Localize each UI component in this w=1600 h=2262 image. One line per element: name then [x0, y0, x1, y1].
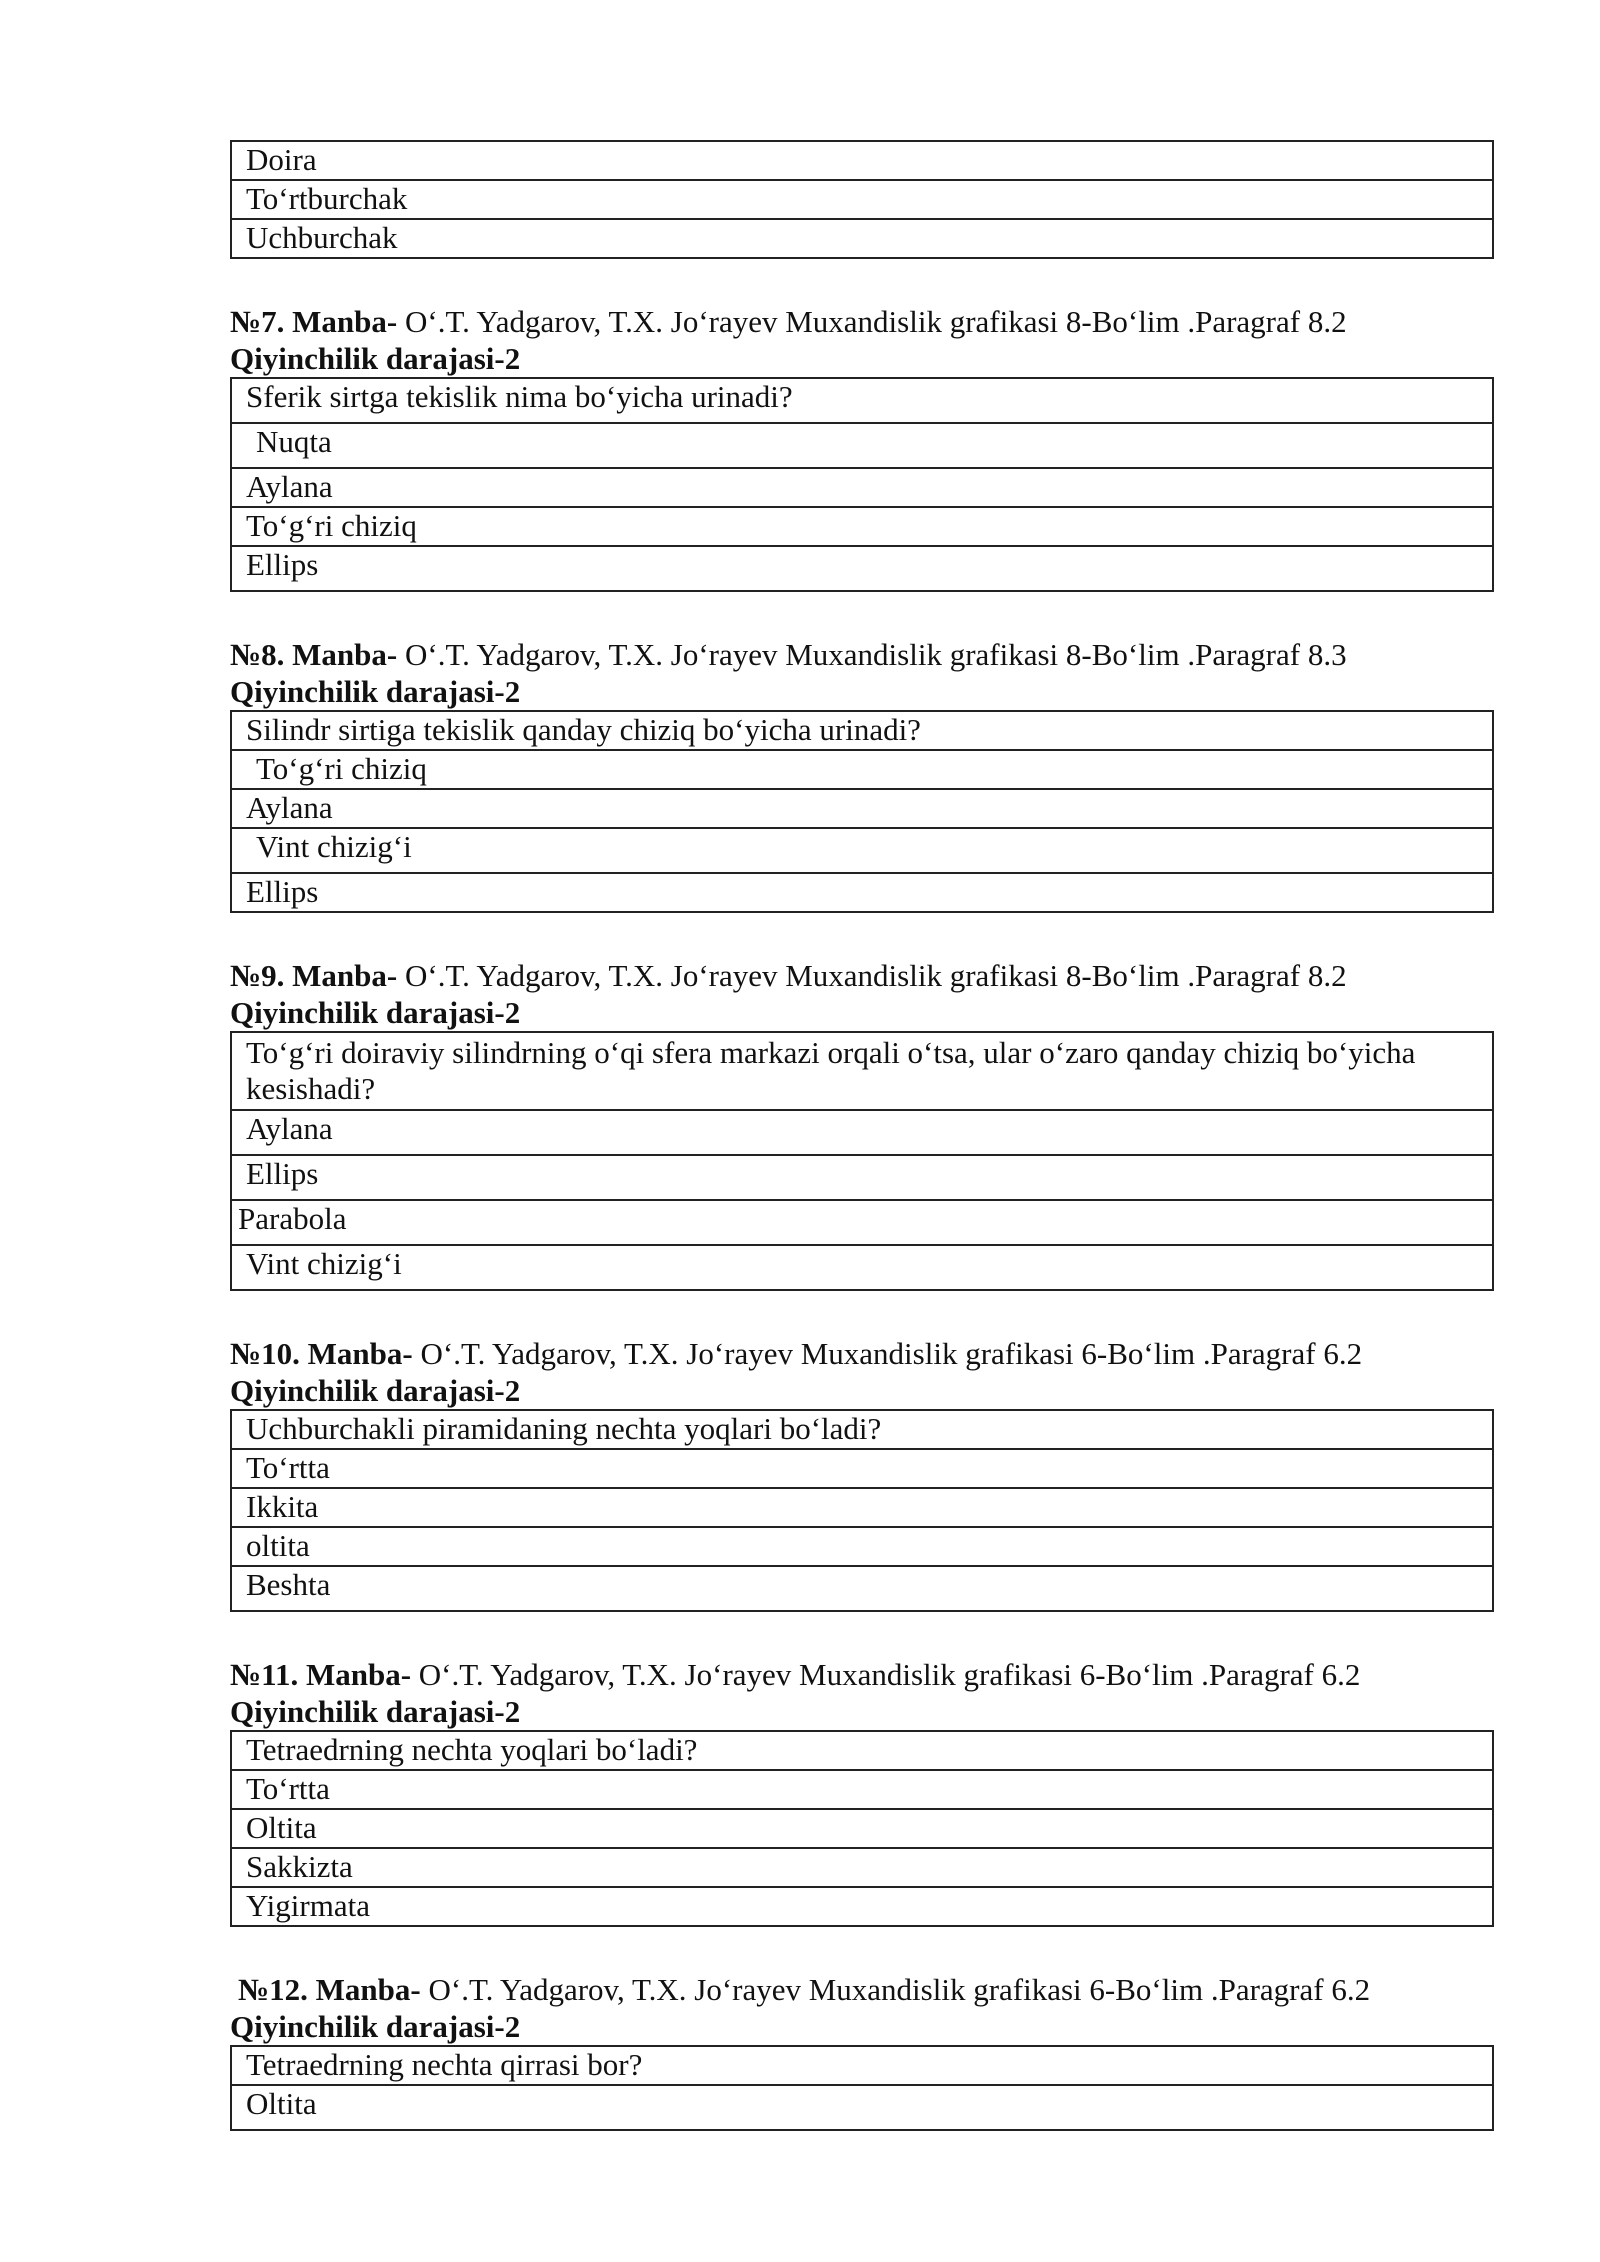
answer-option: Parabola: [231, 1200, 1493, 1245]
question-block-7: [230, 303, 1494, 592]
answer-option: oltita: [231, 1527, 1493, 1566]
question-table: [230, 1409, 1494, 1612]
source-label: Manba-: [307, 1336, 413, 1371]
answer-option: Beshta: [231, 1566, 1493, 1611]
question-number: №7.: [230, 304, 285, 339]
question-number: №12.: [238, 1972, 308, 2007]
question-header: [230, 957, 1494, 995]
question-block-10: [230, 1335, 1494, 1612]
answer-option: Sakkizta: [231, 1848, 1493, 1887]
question-table: [230, 710, 1494, 913]
question-table: [230, 1031, 1494, 1291]
answer-option: Ellips: [231, 546, 1493, 591]
question-block-11: [230, 1656, 1494, 1927]
answer-option: Yigirmata: [231, 1887, 1493, 1926]
answer-table-continued: [230, 140, 1494, 259]
answer-option: Vint chizig‘i: [231, 1245, 1493, 1290]
answer-option: Ellips: [231, 1155, 1493, 1200]
question-number: №8.: [230, 637, 285, 672]
question-text: Tetraedrning nechta qirrasi bor?: [231, 2046, 1493, 2085]
question-number: №11.: [230, 1657, 299, 1692]
answer-option: Aylana: [231, 468, 1493, 507]
source-text: O‘.T. Yadgarov, T.X. Jo‘rayev Muxandislik grafikasi 6-Bo‘lim .Paragraf 6.2: [411, 1657, 1361, 1692]
answer-option: Vint chizig‘i: [231, 828, 1493, 873]
difficulty-level: Qiyinchilik darajasi-2: [230, 341, 521, 376]
source-label: Manba-: [292, 304, 398, 339]
answer-option: Ellips: [231, 873, 1493, 912]
question-block-8: [230, 636, 1494, 913]
question-text: Silindr sirtiga tekislik qanday chiziq bo‘yicha urinadi?: [231, 711, 1493, 750]
question-table: [230, 377, 1494, 592]
question-header: [230, 1335, 1494, 1373]
question-header: [230, 1971, 1494, 2009]
source-text: O‘.T. Yadgarov, T.X. Jo‘rayev Muxandislik grafikasi 8-Bo‘lim .Paragraf 8.3: [397, 637, 1347, 672]
question-text: Uchburchakli piramidaning nechta yoqlari bo‘ladi?: [231, 1410, 1493, 1449]
question-number: №10.: [230, 1336, 300, 1371]
question-number: №9.: [230, 958, 285, 993]
answer-option: Uchburchak: [231, 219, 1493, 258]
question-header: [230, 636, 1494, 674]
source-text: O‘.T. Yadgarov, T.X. Jo‘rayev Muxandislik grafikasi 8-Bo‘lim .Paragraf 8.2: [397, 958, 1347, 993]
difficulty-level: Qiyinchilik darajasi-2: [230, 995, 521, 1030]
question-block-9: [230, 957, 1494, 1291]
answer-option: Ikkita: [231, 1488, 1493, 1527]
source-text: O‘.T. Yadgarov, T.X. Jo‘rayev Muxandislik grafikasi 8-Bo‘lim .Paragraf 8.2: [397, 304, 1347, 339]
answer-option: To‘rtta: [231, 1770, 1493, 1809]
document-page: [230, 140, 1494, 2131]
difficulty-level: Qiyinchilik darajasi-2: [230, 674, 521, 709]
answer-option: Aylana: [231, 789, 1493, 828]
question-block-12: [230, 1971, 1494, 2131]
source-text: O‘.T. Yadgarov, T.X. Jo‘rayev Muxandislik grafikasi 6-Bo‘lim .Paragraf 6.2: [412, 1336, 1363, 1371]
answer-option: Doira: [231, 141, 1493, 180]
question-table: [230, 1730, 1494, 1927]
difficulty-level: Qiyinchilik darajasi-2: [230, 1373, 521, 1408]
source-label: Manba-: [292, 637, 398, 672]
question-text: To‘g‘ri doiraviy silindrning o‘qi sfera markazi orqali o‘tsa, ular o‘zaro qanday chiziq bo‘yicha kesishadi?: [231, 1032, 1493, 1110]
question-text: Tetraedrning nechta yoqlari bo‘ladi?: [231, 1731, 1493, 1770]
answer-option: To‘rtburchak: [231, 180, 1493, 219]
answer-option: Oltita: [231, 1809, 1493, 1848]
question-text: Sferik sirtga tekislik nima bo‘yicha urinadi?: [231, 378, 1493, 423]
question-table: [230, 2045, 1494, 2131]
source-label: Manba-: [315, 1972, 421, 2007]
answer-option: Aylana: [231, 1110, 1493, 1155]
question-header: [230, 303, 1494, 341]
difficulty-level: Qiyinchilik darajasi-2: [230, 2009, 521, 2044]
answer-option: To‘g‘ri chiziq: [231, 507, 1493, 546]
source-text: O‘.T. Yadgarov, T.X. Jo‘rayev Muxandislik grafikasi 6-Bo‘lim .Paragraf 6.2: [420, 1972, 1371, 2007]
answer-option: To‘g‘ri chiziq: [231, 750, 1493, 789]
question-header: [230, 1656, 1494, 1694]
source-label: Manba-: [292, 958, 398, 993]
source-label: Manba-: [305, 1657, 412, 1692]
difficulty-level: Qiyinchilik darajasi-2: [230, 1694, 521, 1729]
answer-option: To‘rtta: [231, 1449, 1493, 1488]
answer-option: Nuqta: [231, 423, 1493, 468]
answer-option: Oltita: [231, 2085, 1493, 2130]
